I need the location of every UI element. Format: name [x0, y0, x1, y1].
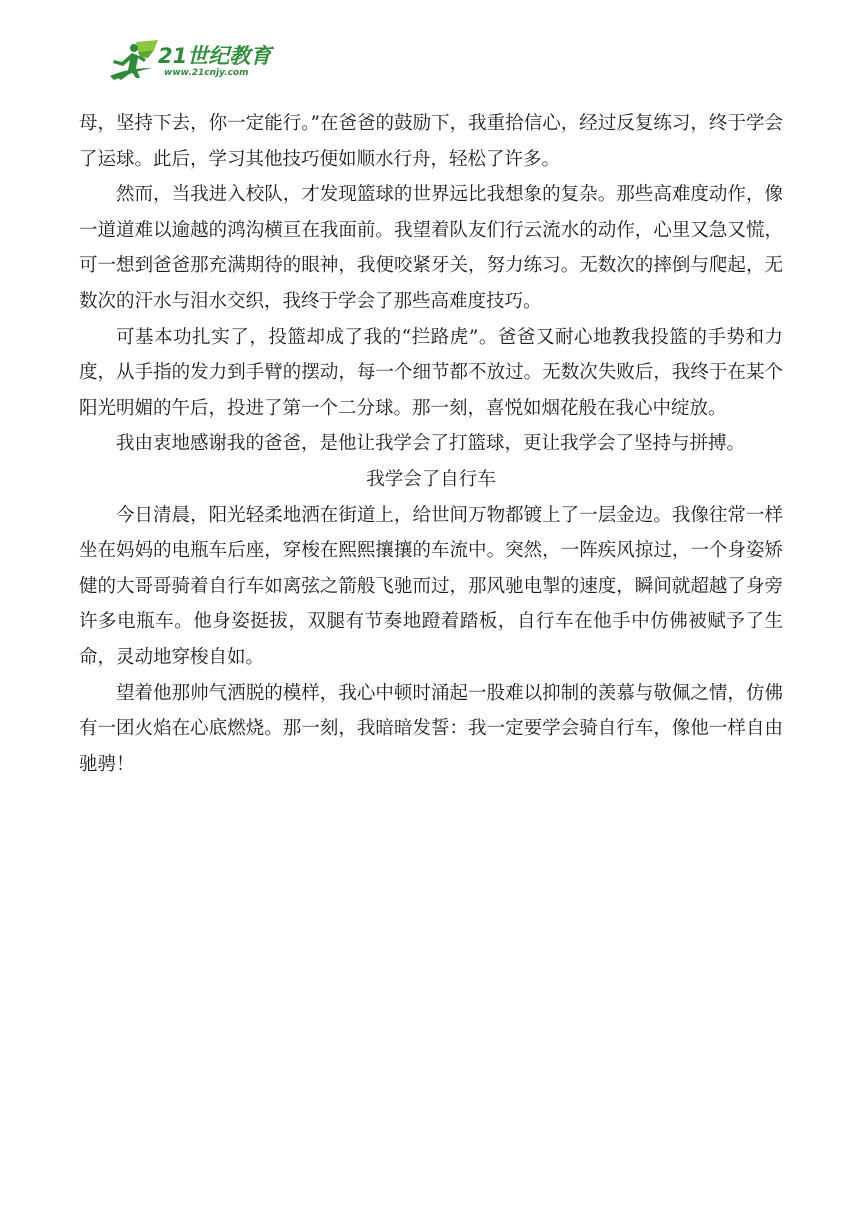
logo-url: www.21cnjy.com — [164, 68, 249, 78]
section-title: 我学会了自行车 — [366, 468, 496, 490]
paragraph: 今日清晨，阳光轻柔地洒在街道上，给世间万物都镀上了一层金边。我像往常一样坐在妈妈的电瓶车后座，穿梭在熙熙攘攘的车流中。突然，一阵疾风掠过，一个身姿矫健的大哥哥骑着自行车如离弦之箭般飞驰而过，那风驰电掣的速度，瞬间就超越了身旁许多电瓶车。他身姿挺拔，双腿有节奏地蹬着踏板，自行车在他手中仿佛被赋予了生命，灵动地穿梭自如。 — [79, 504, 783, 668]
header-logo — [108, 38, 288, 84]
paragraph: 母，坚持下去，你一定能行。”在爸爸的鼓励下，我重拾信心，经过反复练习，终于学会了运球。此后，学习其他技巧便如顺水行舟，轻松了许多。 — [79, 113, 783, 170]
article-body — [79, 106, 783, 782]
paragraph: 然而，当我进入校队，才发现篮球的世界远比我想象的复杂。那些高难度动作，像一道道难以逾越的鸿沟横亘在我面前。我望着队友们行云流水的动作，心里又急又慌，可一想到爸爸那充满期待的眼神，我便咬紧牙关，努力练习。无数次的摔倒与爬起，无数次的汗水与泪水交织，我终于学会了那些高难度技巧。 — [79, 184, 783, 312]
paragraph: 我由衷地感谢我的爸爸，是他让我学会了打篮球，更让我学会了坚持与拼搏。 — [116, 433, 746, 455]
paragraph: 望着他那帅气洒脱的模样，我心中顿时涌起一股难以抑制的羡慕与敬佩之情，仿佛有一团火焰在心底燃烧。那一刻，我暗暗发誓：我一定要学会骑自行车，像他一样自由驰骋！ — [79, 682, 783, 775]
paragraph: 可基本功扎实了，投篮却成了我的“拦路虎”。爸爸又耐心地教我投篮的手势和力度，从手指的发力到手臂的摆动，每一个细节都不放过。无数次失败后，我终于在某个阳光明媚的午后，投进了第一个二分球。那一刻，喜悦如烟花般在我心中绽放。 — [79, 326, 783, 419]
runner-logo-icon — [108, 38, 164, 84]
logo-text: 21世纪教育 — [158, 44, 272, 68]
